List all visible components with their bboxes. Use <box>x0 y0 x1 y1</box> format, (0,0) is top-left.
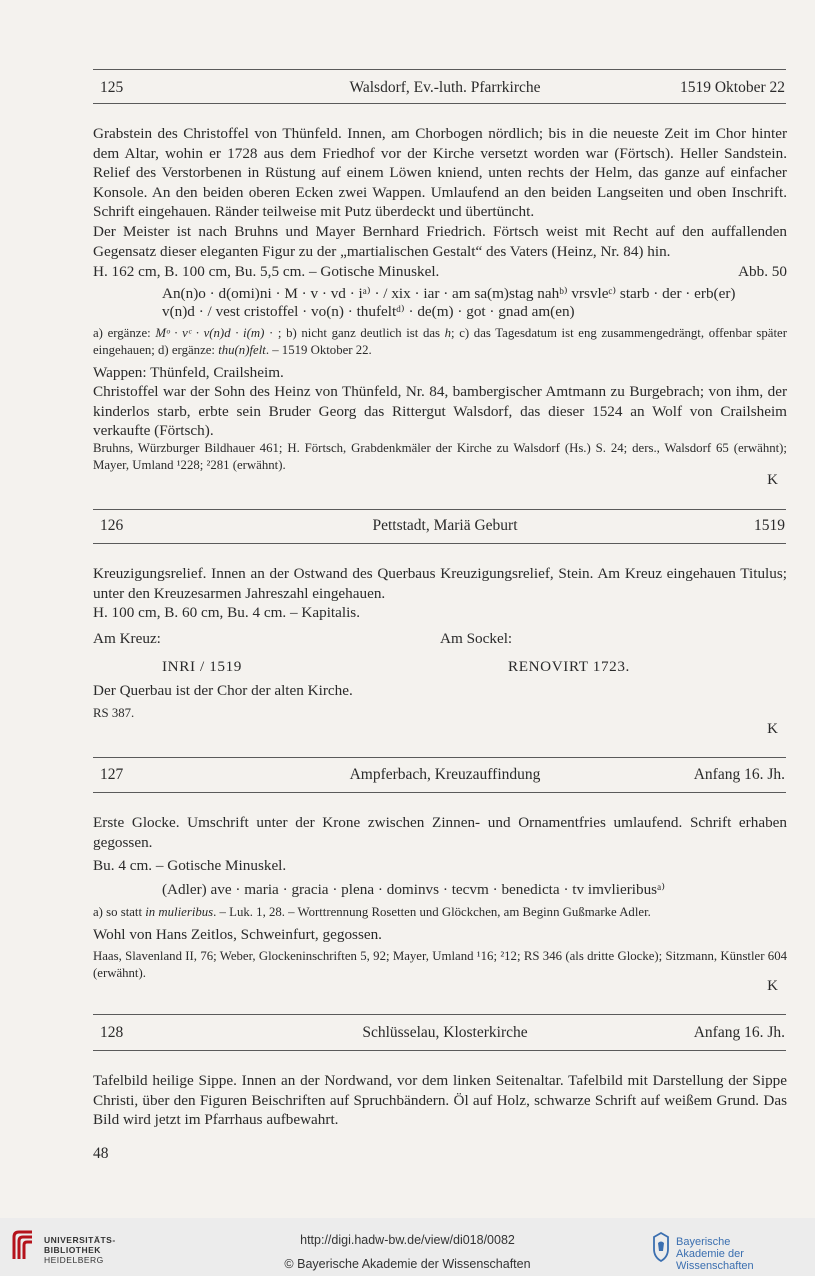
coat-of-arms: Wappen: Thünfeld, Crailsheim. <box>93 364 284 381</box>
academy-name-line: Bayerische <box>676 1236 731 1248</box>
entry-place: Walsdorf, Ev.-luth. Pfarrkirche <box>349 79 541 96</box>
note-text: a) ergänze: <box>93 326 156 340</box>
note-italic: thu(n)felt <box>218 343 266 357</box>
entry-number: 128 <box>100 1024 124 1041</box>
academy-name-line: Akademie der Wissenschaften <box>676 1248 754 1272</box>
entry-measurements <box>93 262 787 282</box>
entry-date: 1519 Oktober 22 <box>679 79 785 96</box>
note-text: a) so statt <box>93 905 146 919</box>
inscription-line: RENOVIRT 1723. <box>508 658 630 675</box>
note-text: ; c) das Tagesdatum ist eng zusammengedrängt, offenbar später eingehauen; d) ergänze: <box>93 326 787 357</box>
library-name-line: HEIDELBERG <box>44 1255 104 1265</box>
entry-description: Grabstein des Christoffel von Thünfeld. Innen, am Chorbogen nördlich; bis in die neueste Zeit im Chor hinter dem Altar, wohin er 1728 aus dem Friedhof vor der Kirche versetzt worden war (Förtsch). Heller Sandstein. Relief des Verstorbenen in Rüstung auf einem Löwen kniend, unten rechts der Helm, das ganze auf einfacher Konsole. An den beiden oberen Ecken zwei Wappen. Umlaufend an den beiden Langseiten und oben Inschrift. Schrift eingehauen. Ränder teilweise mit Putz überdeckt und übertüncht. <box>93 125 787 221</box>
inscription-line: INRI / 1519 <box>162 658 243 675</box>
academy-lion-logo-icon[interactable] <box>650 1231 672 1263</box>
entry-number: 125 <box>100 79 124 96</box>
measurements-text: H. 162 cm, B. 100 cm, Bu. 5,5 cm. – Gotische Minuskel. <box>93 263 440 280</box>
header-rule-bottom <box>93 103 786 104</box>
note-italic: in mulieribus <box>145 905 214 919</box>
note-text: . – Luk. 1, 28. – Worttrennung Rosetten und Glöckchen, am Beginn Gußmarke Adler. <box>213 905 651 919</box>
inscription-location-left: Am Kreuz: <box>93 630 161 647</box>
author-initial: K <box>767 472 778 488</box>
entry-number: 126 <box>100 517 124 534</box>
entry-description: Tafelbild heilige Sippe. Innen an der Nordwand, vor dem linken Seitenaltar. Tafelbild mit Darstellung der Sippe Christi, über den Figuren Beischriften auf Spruchbändern. Öl auf Holz, schwarze Schrift auf weißem Grund. Das Bild wird jetzt im Pfarrhaus aufbewahrt. <box>93 1072 787 1129</box>
copyright-notice: © Bayerische Akademie der Wissenschaften <box>284 1257 531 1271</box>
note-italic: h <box>444 326 452 340</box>
inscription-location-right: Am Sockel: <box>440 630 513 647</box>
header-rule-bottom <box>93 1050 786 1051</box>
page-number: 48 <box>93 1145 109 1162</box>
note-text: · ; b) nicht ganz deutlich ist das <box>264 326 445 340</box>
literature: RS 387. <box>93 706 135 720</box>
author-initial: K <box>767 721 778 737</box>
note-text: . – 1519 Oktober 22. <box>265 343 372 357</box>
author-initial: K <box>767 978 778 994</box>
entry-measurements: Bu. 4 cm. – Gotische Minuskel. <box>93 857 287 874</box>
entry-commentary: Der Meister ist nach Bruhns und Mayer Bernhard Friedrich. Förtsch weist mit Recht auf den auffallenden Gegensatz dieser eleganten Figur zu der „martialischen Gestalt“ des Vaters (Heinz, Nr. 84) hin. <box>93 223 787 260</box>
entry-place: Pettstadt, Mariä Geburt <box>372 517 518 534</box>
header-rule-top <box>93 1014 786 1015</box>
header-rule-top <box>93 757 786 758</box>
header-rule-bottom <box>93 543 786 544</box>
entry-commentary: Wohl von Hans Zeitlos, Schweinfurt, gegossen. <box>93 926 382 943</box>
entry-measurements: H. 100 cm, B. 60 cm, Bu. 4 cm. – Kapitalis. <box>93 604 361 621</box>
library-name-line: UNIVERSITÄTS- <box>44 1235 116 1245</box>
header-rule-top <box>93 509 786 510</box>
entry-place: Ampferbach, Kreuzauffindung <box>349 766 541 783</box>
entry-commentary: Der Querbau ist der Chor der alten Kirche. <box>93 682 353 699</box>
inscription-line: v(n)d · / vest cristoffel · vo(n) · thufeltᵈ⁾ · de(m) · got · gnad am(en) <box>162 303 575 320</box>
figure-reference: Abb. 50 <box>738 263 787 280</box>
entry-number: 127 <box>100 766 124 783</box>
note-italic: Mᵒ · vᶜ · v(n)d · i(m) <box>155 326 265 340</box>
literature: Bruhns, Würzburger Bildhauer 461; H. Förtsch, Grabdenkmäler der Kirche zu Walsdorf (Hs.) S. 24; ders., Walsdorf 65 (erwähnt); Mayer, Umland ¹228; ²281 (erwähnt). <box>93 441 787 472</box>
entry-description: Kreuzigungsrelief. Innen an der Ostwand des Querbaus Kreuzigungsrelief, Stein. Am Kreuz eingehauen Titulus; unter den Kreuzesarmen Jahreszahl eingehauen. <box>93 565 787 602</box>
entry-date: Anfang 16. Jh. <box>693 766 785 783</box>
literature: Haas, Slavenland II, 76; Weber, Glockeninschriften 5, 92; Mayer, Umland ¹16; ²12; RS 346 (als dritte Glocke); Sitzmann, Künstler 604 (erwähnt). <box>93 949 787 980</box>
entry-history: Christoffel war der Sohn des Heinz von Thünfeld, Nr. 84, bambergischer Amtmann zu Burgebrach; von ihm, der kinderlos starb, erbte sein Bruder Georg das Rittergut Walsdorf, das dieser 1524 an Wolf von Crailsheim verkaufte (Förtsch). <box>93 383 787 440</box>
apparatus-notes <box>93 325 787 359</box>
inscription-line: An(n)o · d(omi)ni · M · v · vd · iᵃ⁾ · / xix · iar · am sa(m)stag nahᵇ⁾ vrsvleᶜ⁾ starb · der · erb(er) <box>162 285 736 302</box>
apparatus-notes <box>93 904 787 921</box>
academy-name[interactable] <box>676 1236 815 1272</box>
inscription-line: (Adler) ave · maria · gracia · plena · dominvs · tecvm · benedicta · tv imvlieribusᵃ⁾ <box>162 881 665 898</box>
entry-date: Anfang 16. Jh. <box>693 1024 785 1041</box>
entry-date: 1519 <box>754 517 785 534</box>
header-rule-bottom <box>93 792 786 793</box>
library-name-line: BIBLIOTHEK <box>44 1245 101 1255</box>
entry-description: Erste Glocke. Umschrift unter der Krone zwischen Zinnen- und Ornamentfries umlaufend. Schrift erhaben gegossen. <box>93 814 787 851</box>
header-rule-top <box>93 69 786 70</box>
permalink-url[interactable]: http://digi.hadw-bw.de/view/di018/0082 <box>300 1233 515 1247</box>
entry-place: Schlüsselau, Klosterkirche <box>362 1024 528 1041</box>
